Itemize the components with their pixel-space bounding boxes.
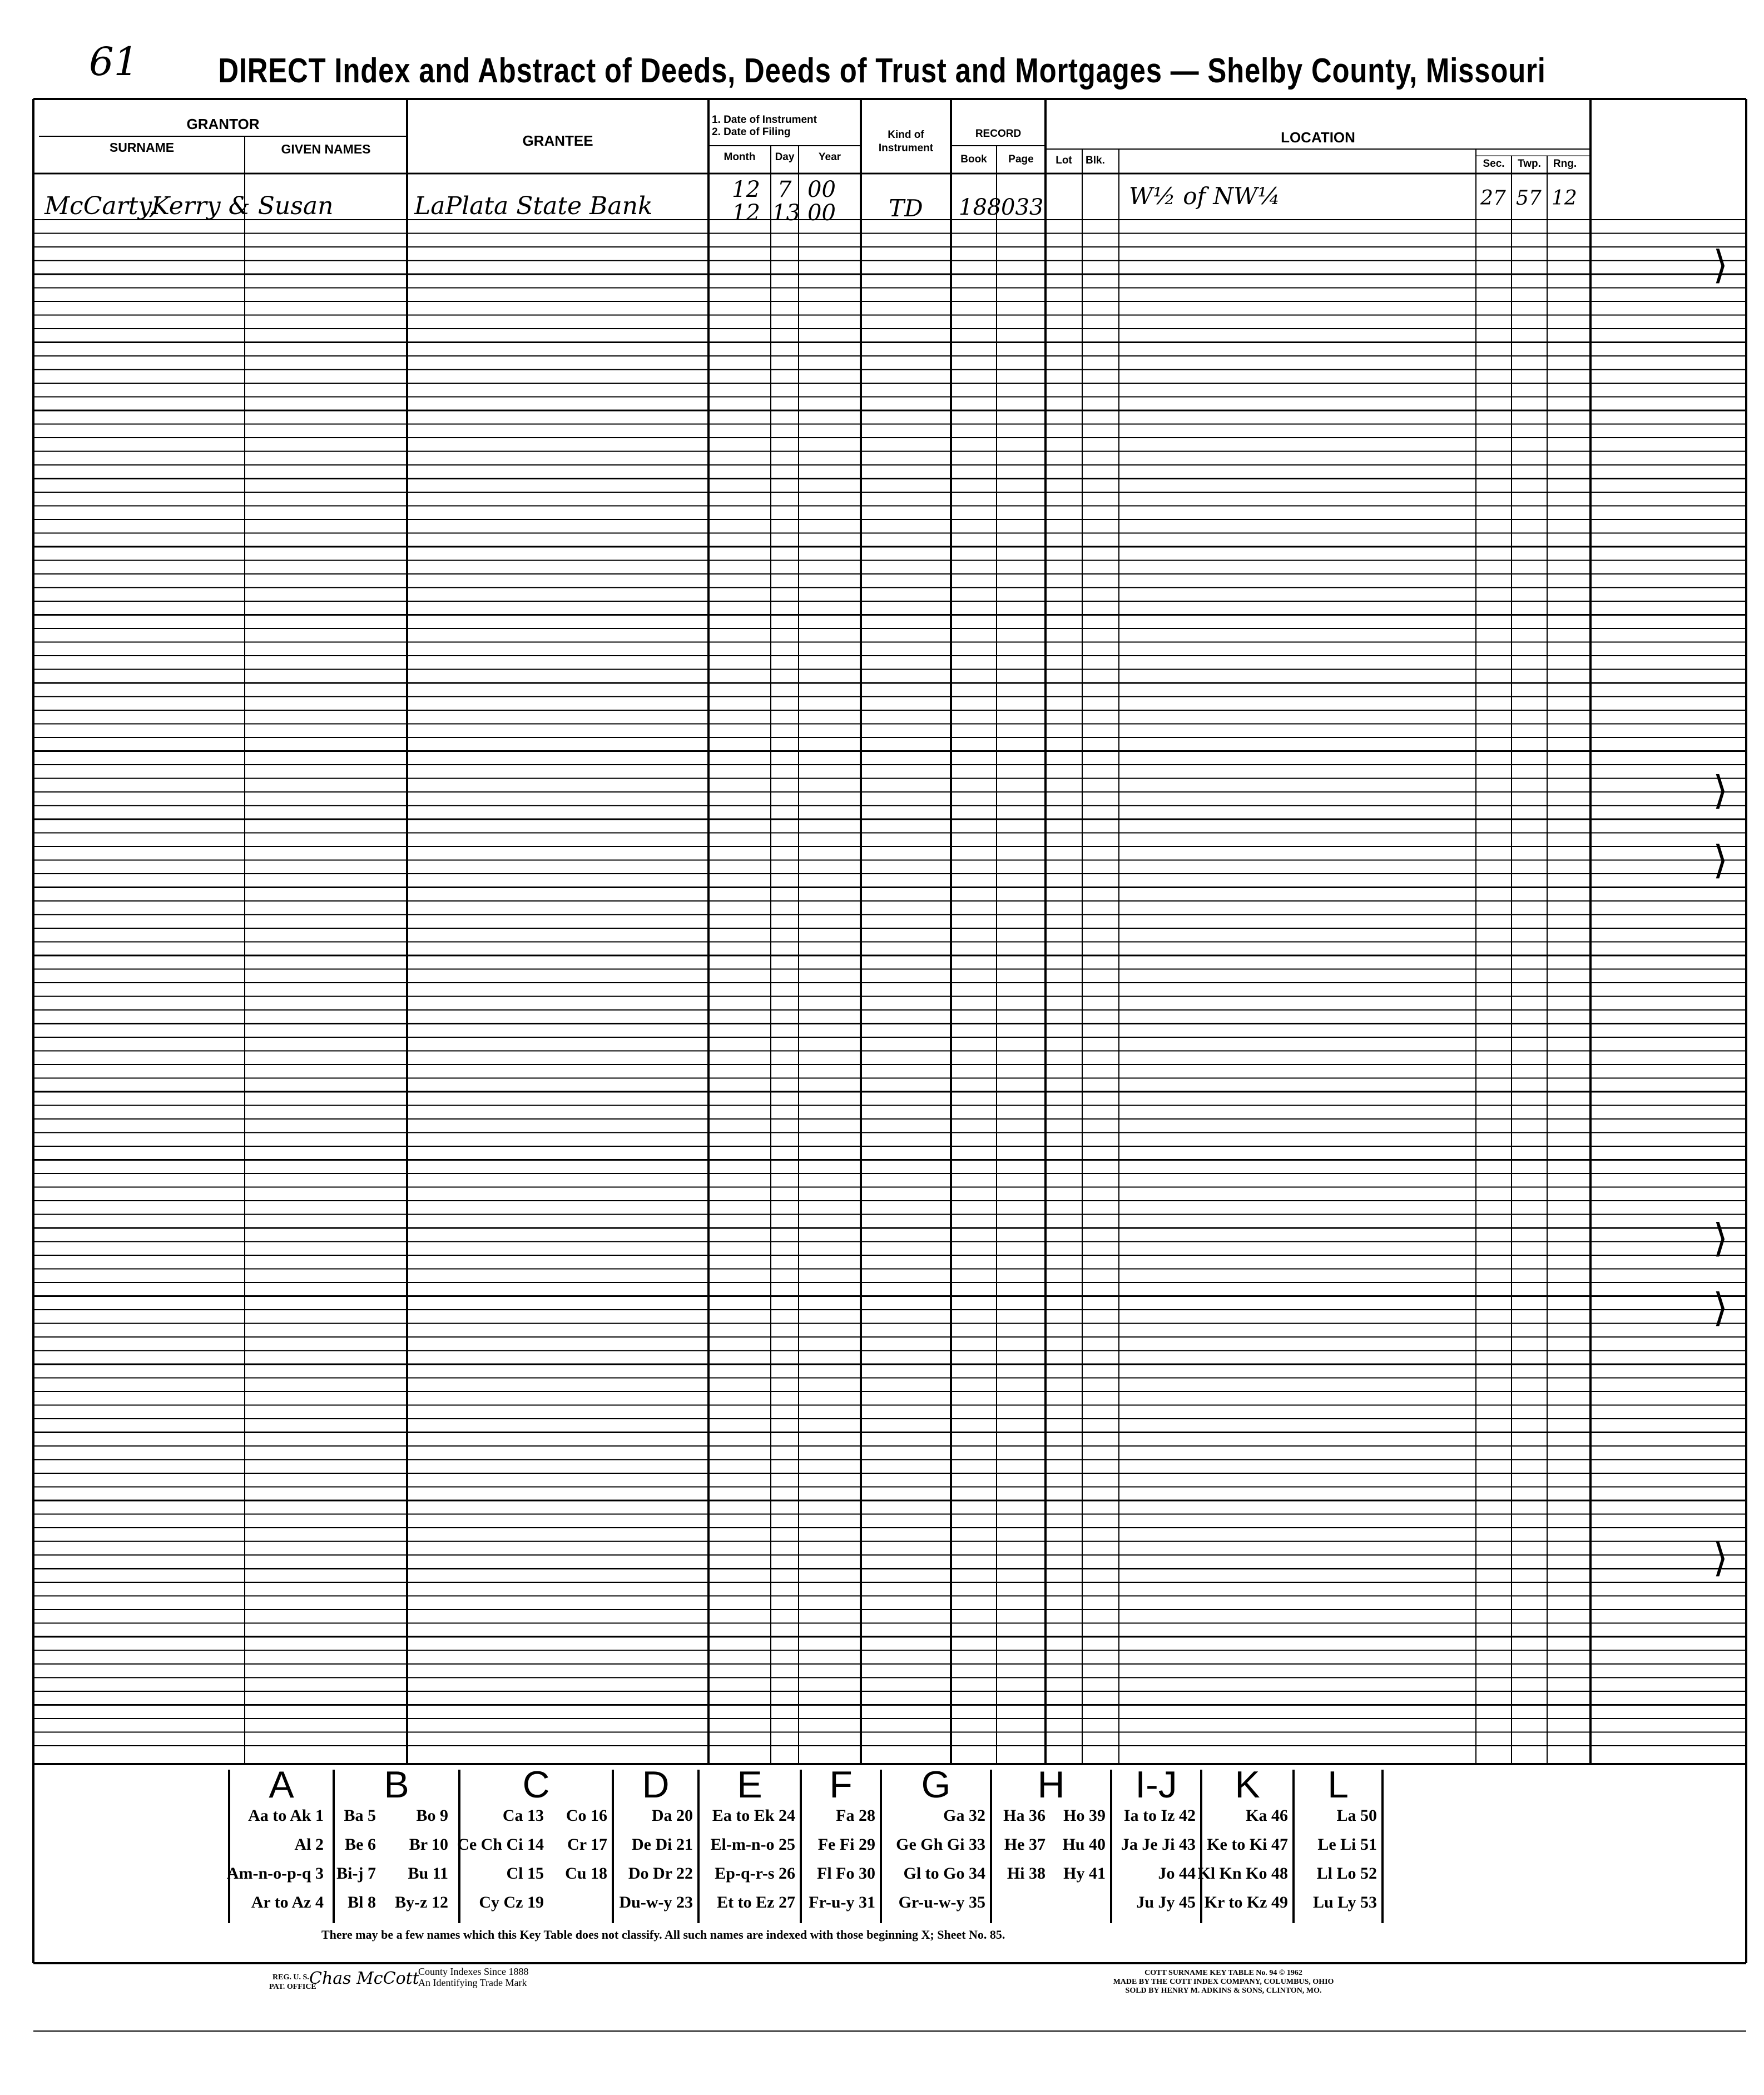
key-letter-g: G <box>921 1764 951 1806</box>
key-table-cell: Du-w-y 23 <box>619 1893 693 1911</box>
month-header: Month <box>724 151 756 163</box>
key-table-cell: Lu Ly 53 <box>1312 1893 1377 1911</box>
key-table-cell: Ia to Iz 42 <box>1123 1806 1196 1825</box>
entry-book: 188 <box>959 195 1002 220</box>
key-table-cell: Ep-q-r-s 26 <box>715 1864 795 1883</box>
grantor-header: GRANTOR <box>186 116 260 132</box>
key-table-cell: Fr-u-y 31 <box>809 1893 875 1911</box>
key-table-cell: Hu 40 <box>1062 1835 1106 1854</box>
entry-instrument-month: 12 <box>732 177 760 202</box>
key-table-cell: Bu 11 <box>408 1864 448 1883</box>
key-table-cell: By-z 12 <box>395 1893 448 1911</box>
key-table-cell: Fa 28 <box>836 1806 875 1825</box>
entry-kind: TD <box>889 195 923 222</box>
location-header: LOCATION <box>1281 129 1355 146</box>
year-header: Year <box>818 151 841 163</box>
key-table-cell: Ja Je Ji 43 <box>1121 1835 1196 1854</box>
key-table-cell: La 50 <box>1336 1806 1377 1825</box>
key-table-cell: Cr 17 <box>567 1835 607 1854</box>
key-table-cell: Bl 8 <box>348 1893 376 1911</box>
page-title: DIRECT Index and Abstract of Deeds, Deeds of Trust and Mortgages — Shelby County, Missouri <box>218 52 1546 90</box>
key-table-cell: Gl to Go 34 <box>903 1864 985 1883</box>
key-table-cell: Ar to Az 4 <box>251 1893 324 1911</box>
key-letter-ij: I-J <box>1135 1764 1177 1806</box>
page-header: Page <box>1008 153 1034 165</box>
entry-twp: 57 <box>1516 187 1542 210</box>
entry-instrument-day: 7 <box>777 177 792 202</box>
key-letter-f: F <box>829 1764 853 1806</box>
binder-mark: ⟩ <box>1713 1215 1728 1261</box>
binder-mark: ⟩ <box>1713 1285 1728 1330</box>
key-table-cell: De Di 21 <box>632 1835 693 1854</box>
key-table-cell: Ge Gh Gi 33 <box>896 1835 985 1854</box>
key-table-cell: Cy Cz 19 <box>479 1893 544 1911</box>
rng-header: Rng. <box>1553 158 1577 170</box>
key-table-cell: El-m-n-o 25 <box>710 1835 795 1854</box>
grantee-header: GRANTEE <box>522 132 593 149</box>
trademark-line2: An Identifying Trade Mark <box>418 1977 527 1988</box>
entry-filing-year: 00 <box>807 200 836 226</box>
key-table-cell: Kl Kn Ko 48 <box>1197 1864 1288 1883</box>
key-table-cell: Ll Lo 52 <box>1316 1864 1377 1883</box>
key-table-cell: Aa to Ak 1 <box>248 1806 324 1825</box>
blk-header: Blk. <box>1086 155 1105 166</box>
lot-header: Lot <box>1056 155 1072 166</box>
key-table-cell: Gr-u-w-y 35 <box>898 1893 985 1911</box>
key-letter-b: B <box>384 1764 409 1806</box>
kind-header-line2: Instrument <box>878 142 934 154</box>
key-table-cell: Al 2 <box>294 1835 324 1854</box>
entry-surname: McCarty, <box>44 192 157 220</box>
key-letter-e: E <box>737 1764 762 1806</box>
reg-line1: REG. U. S. <box>272 1973 309 1982</box>
trademark-line1: County Indexes Since 1888 <box>418 1966 529 1977</box>
key-table-cell: Ca 13 <box>502 1806 544 1825</box>
key-table-cell: Cu 18 <box>565 1864 607 1883</box>
key-table-cell: Bi-j 7 <box>336 1864 376 1883</box>
entry-sec: 27 <box>1480 187 1506 210</box>
key-table-cell: Br 10 <box>409 1835 448 1854</box>
entry-instrument-year: 00 <box>807 177 836 202</box>
twp-header: Twp. <box>1518 158 1541 170</box>
key-table-cell: Cl 15 <box>506 1864 544 1883</box>
key-table-cell: Jo 44 <box>1158 1864 1196 1883</box>
key-letter-a: A <box>269 1764 294 1806</box>
key-table-cell: Ka 46 <box>1246 1806 1288 1825</box>
key-letter-h: H <box>1037 1764 1065 1806</box>
entry-grantee: LaPlata State Bank <box>414 192 653 220</box>
key-table-cell: Ha 36 <box>1003 1806 1045 1825</box>
key-table-cell: Ea to Ek 24 <box>712 1806 795 1825</box>
publisher-line2: MADE BY THE COTT INDEX COMPANY, COLUMBUS, OHIO <box>1113 1978 1334 1986</box>
key-table-cell: Fe Fi 29 <box>817 1835 875 1854</box>
key-table-cell: Ga 32 <box>943 1806 985 1825</box>
given-names-header: GIVEN NAMES <box>281 142 371 156</box>
key-letter-l: L <box>1327 1764 1349 1806</box>
binder-mark: ⟩ <box>1713 242 1728 288</box>
key-table-cell: Hi 38 <box>1007 1864 1045 1883</box>
record-header: RECORD <box>975 128 1022 140</box>
day-header: Day <box>775 151 795 163</box>
key-table-cell: Ke to Ki 47 <box>1207 1835 1288 1854</box>
key-table-cell: Ho 39 <box>1063 1806 1106 1825</box>
binder-mark: ⟩ <box>1713 837 1728 883</box>
key-table-cell: Do Dr 22 <box>628 1864 693 1883</box>
key-letter-k: K <box>1235 1764 1260 1806</box>
key-table-cell: Kr to Kz 49 <box>1204 1893 1288 1911</box>
key-table-cell: Fl Fo 30 <box>817 1864 875 1883</box>
kind-header-line1: Kind of <box>888 129 924 141</box>
key-table-cell: Co 16 <box>566 1806 607 1825</box>
surname-header: SURNAME <box>109 140 175 155</box>
page-number: 61 <box>89 39 139 85</box>
publisher-line1: COTT SURNAME KEY TABLE No. 94 © 1962 <box>1144 1969 1302 1977</box>
binder-mark: ⟩ <box>1713 1535 1728 1581</box>
sec-header: Sec. <box>1483 158 1505 170</box>
key-letter-c: C <box>522 1764 550 1806</box>
key-table-cell: Am-n-o-p-q 3 <box>226 1864 324 1883</box>
entry-filing-day: 13 <box>772 200 800 226</box>
key-letter-d: D <box>642 1764 670 1806</box>
key-table-cell: Et to Ez 27 <box>717 1893 795 1911</box>
entry-given-names: Kerry & Susan <box>151 192 334 220</box>
entry-filing-month: 12 <box>732 200 760 226</box>
key-table-cell: Ju Jy 45 <box>1136 1893 1196 1911</box>
publisher-line3: SOLD BY HENRY M. ADKINS & SONS, CLINTON, MO. <box>1125 1987 1322 1995</box>
key-table-cell: Hy 41 <box>1063 1864 1106 1883</box>
cott-signature: Chas McCott <box>309 1969 419 1988</box>
key-table-cell: He 37 <box>1004 1835 1045 1854</box>
entry-page: 033 <box>1001 195 1044 220</box>
key-table-cell: Be 6 <box>345 1835 376 1854</box>
entry-rng: 12 <box>1552 187 1577 210</box>
key-table-cell: Da 20 <box>651 1806 693 1825</box>
key-table-footnote: There may be a few names which this Key Table does not classify. All such names are indexed with those beginning X; Sheet No. 85. <box>321 1928 1005 1942</box>
key-table-cell: Bo 9 <box>416 1806 448 1825</box>
binder-mark: ⟩ <box>1713 767 1728 813</box>
date-filing-header: 2. Date of Filing <box>712 126 791 138</box>
book-header: Book <box>960 153 987 165</box>
reg-line2: PAT. OFFICE <box>269 1983 316 1991</box>
entry-description: W½ of NW¼ <box>1129 182 1281 210</box>
date-instrument-header: 1. Date of Instrument <box>712 114 817 126</box>
key-table-cell: Ba 5 <box>344 1806 376 1825</box>
key-table-cell: Le Li 51 <box>1317 1835 1377 1854</box>
key-table-cell: Ce Ch Ci 14 <box>457 1835 544 1854</box>
